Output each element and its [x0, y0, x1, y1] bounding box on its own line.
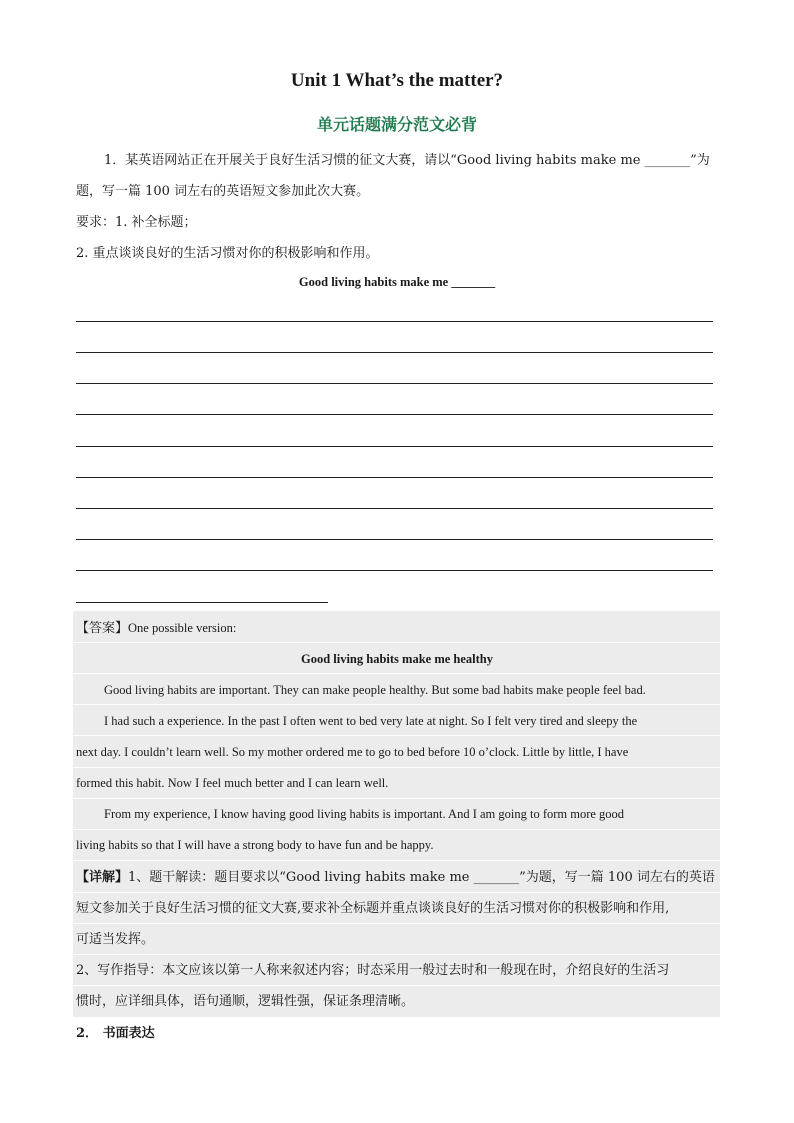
- section-heading-2: 2． 书面表达: [76, 1026, 155, 1041]
- writing-line: [76, 539, 713, 540]
- writing-line: [76, 446, 713, 447]
- analysis-line-3: 可适当发挥。: [76, 932, 155, 947]
- writing-line: [76, 383, 713, 384]
- section-subtitle: 单元话题满分范文必背: [316, 115, 477, 134]
- analysis-label: 【详解】: [76, 870, 129, 885]
- page-title: Unit 1 What’s the matter?: [290, 70, 504, 91]
- writing-line: [76, 352, 713, 353]
- answer-intro: [76, 613, 716, 644]
- essay-title: Good living habits make me _______: [298, 275, 496, 289]
- answer-paragraph-3-line-2: living habits so that I will have a strong body to have fun and be happy.: [76, 838, 434, 852]
- writing-line: [76, 570, 713, 571]
- analysis-line-2: 短文参加关于良好生活习惯的征文大赛,要求补全标题并重点谈谈良好的生活习惯对你的积极影响和作用,: [76, 901, 670, 916]
- question-line-2: 题，写一篇 100 词左右的英语短文参加此次大赛。: [76, 184, 370, 199]
- analysis-text-1: 1、题干解读：题目要求以“Good living habits make me _______”为题，写一篇 100 词左右的英语: [128, 870, 715, 885]
- writing-line: [76, 477, 713, 478]
- writing-line: [76, 414, 713, 415]
- writing-line: [76, 321, 713, 322]
- answer-paragraph-1: Good living habits are important. They can make people healthy. But some bad habits make people feel bad.: [104, 683, 646, 697]
- analysis-line-1: [76, 862, 716, 893]
- answer-paragraph-2-line-3: formed this habit. Now I feel much better and I can learn well.: [76, 776, 389, 790]
- answer-intro-text: One possible version:: [128, 621, 237, 635]
- requirement-1: 要求：1. 补全标题；: [76, 215, 197, 230]
- requirement-2: 2. 重点谈谈良好的生活习惯对你的积极影响和作用。: [76, 246, 379, 261]
- writing-line-short: [76, 602, 328, 603]
- answer-label: 【答案】: [76, 621, 129, 636]
- analysis-line-5: 惯时，应详细具体，语句通顺，逻辑性强，保证条理清晰。: [76, 994, 415, 1009]
- answer-paragraph-3-line-1: From my experience, I know having good living habits is important. And I am going to form more good: [104, 807, 625, 821]
- answer-paragraph-2-line-2: next day. I couldn’t learn well. So my mother ordered me to go to bed before 10 o’clock. Little by little, I have: [76, 745, 629, 759]
- answer-essay-title: Good living habits make me healthy: [300, 652, 494, 666]
- writing-line: [76, 508, 713, 509]
- question-line-1: 1．某英语网站正在开展关于良好生活习惯的征文大赛，请以“Good living habits make me _______”为: [104, 153, 710, 168]
- analysis-line-4: 2、写作指导：本文应该以第一人称来叙述内容；时态采用一般过去时和一般现在时，介绍良好的生活习: [76, 963, 670, 978]
- answer-paragraph-2-line-1: I had such a experience. In the past I often went to bed very late at night. So I felt very tired and sleepy the: [104, 714, 638, 728]
